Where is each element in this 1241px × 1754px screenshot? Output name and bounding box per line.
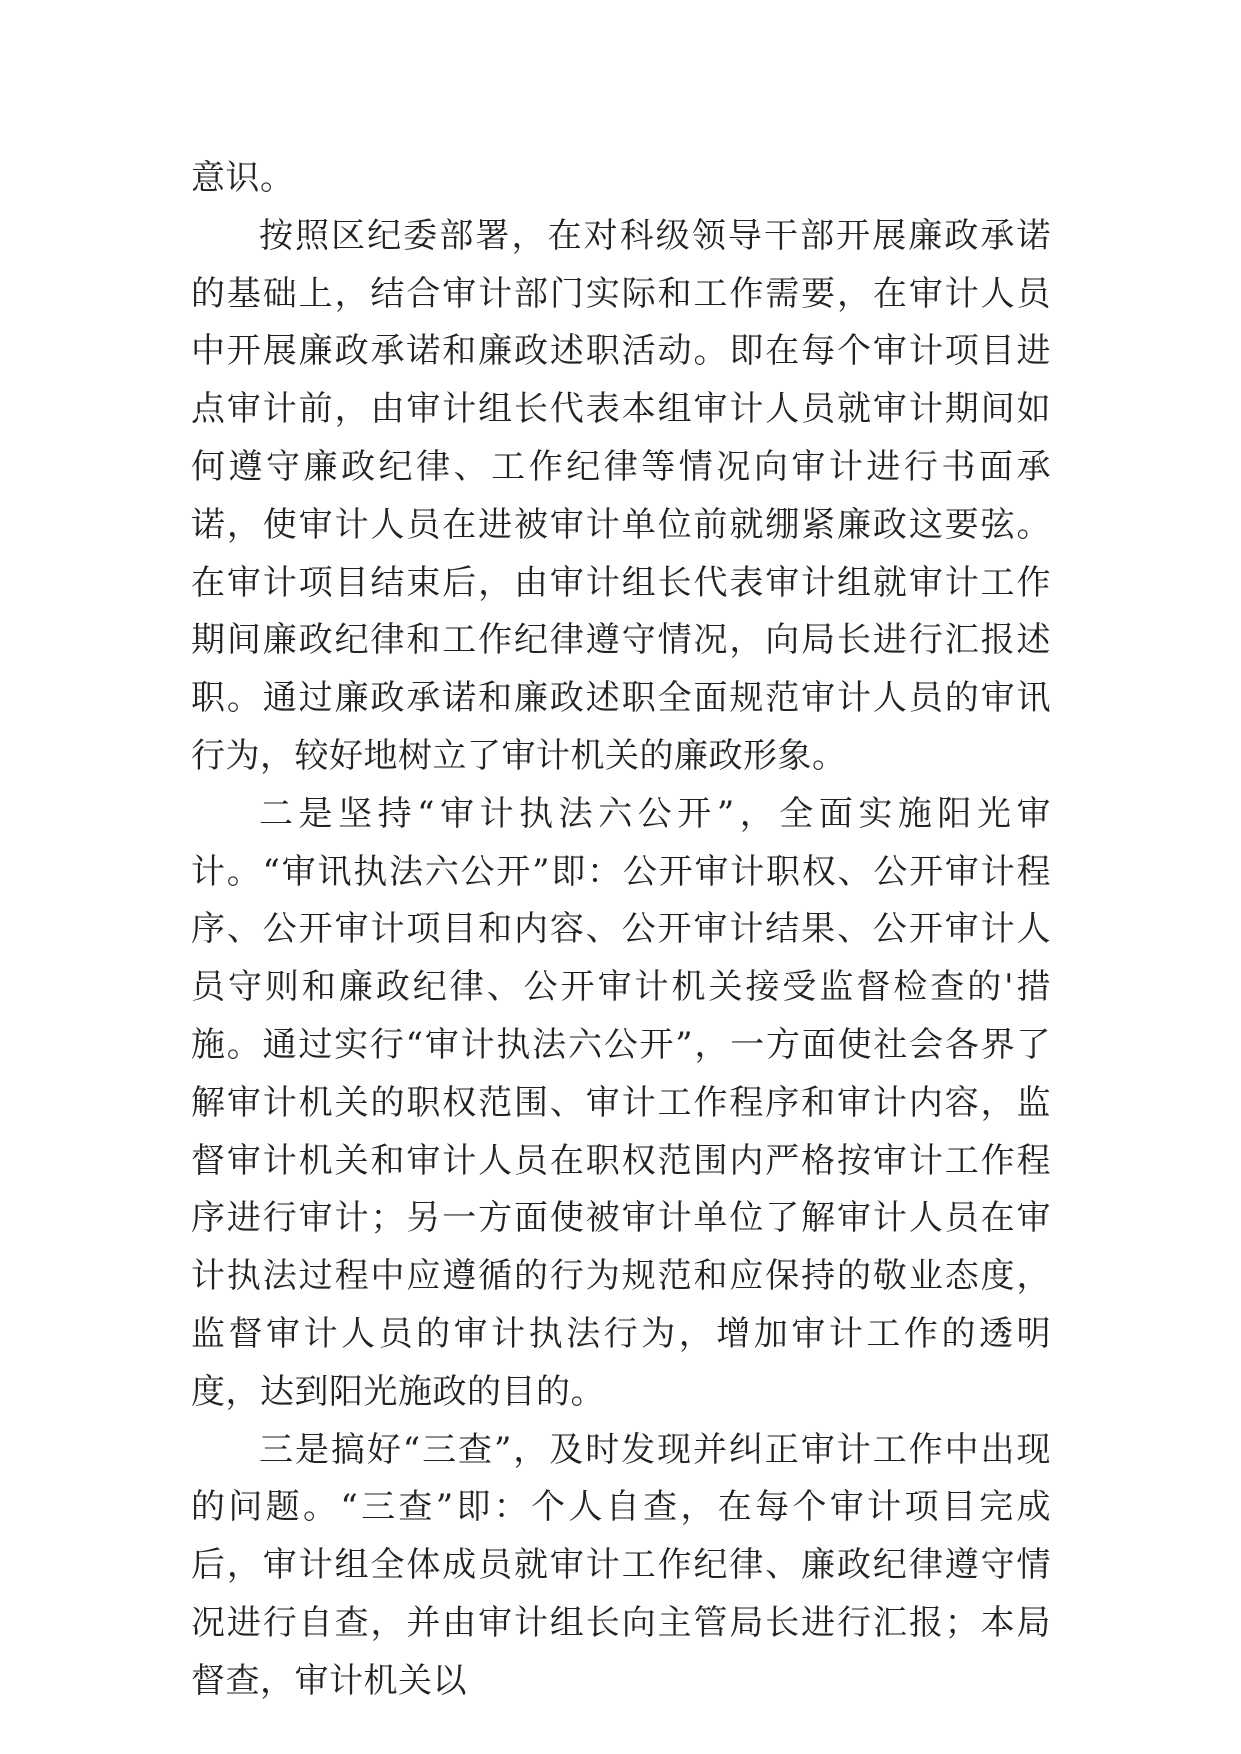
paragraph-integrity-commitment: 按照区纪委部署，在对科级领导干部开展廉政承诺的基础上，结合审计部门实际和工作需要，在审计人员中开展廉政承诺和廉政述职活动。即在每个审计项目进点审计前，由审计组长代表本组审计人员就审计期间如何遵守廉政纪律、工作纪律等情况向审计进行书面承诺，使审计人员在进被审计单位前就绷紧廉政这要弦。在审计项目结束后，由审计组长代表审计组就审计工作期间廉政纪律和工作纪律遵守情况，向局长进行汇报述职。通过廉政承诺和廉政述职全面规范审计人员的审讯行为，较好地树立了审计机关的廉政形象。	[191, 215, 1051, 776]
paragraph-continuation: 意识。	[191, 158, 295, 198]
paragraph-three-checks: 三是搞好“三查”，及时发现并纠正审计工作中出现的问题。“三查”即：个人自查，在每个审计项目完成后，审计组全体成员就审计工作纪律、廉政纪律遵守情况进行自查，并由审计组长向主管局长进行汇报；本局督查，审计机关以	[191, 1429, 1051, 1701]
document-body	[191, 150, 1051, 1711]
paragraph-six-disclosures: 二是坚持“审计执法六公开”，全面实施阳光审计。“审讯执法六公开”即：公开审计职权、公开审计程序、公开审计项目和内容、公开审计结果、公开审计人员守则和廉政纪律、公开审计机关接受监督检查的'措施。通过实行“审计执法六公开”，一方面使社会各界了解审计机关的职权范围、审计工作程序和审计内容，监督审计机关和审计人员在职权范围内严格按审计工作程序进行审计；另一方面使被审计单位了解审计人员在审计执法过程中应遵循的行为规范和应保持的敬业态度，监督审计人员的审计执法行为，增加审计工作的透明度，达到阳光施政的目的。	[191, 793, 1051, 1412]
